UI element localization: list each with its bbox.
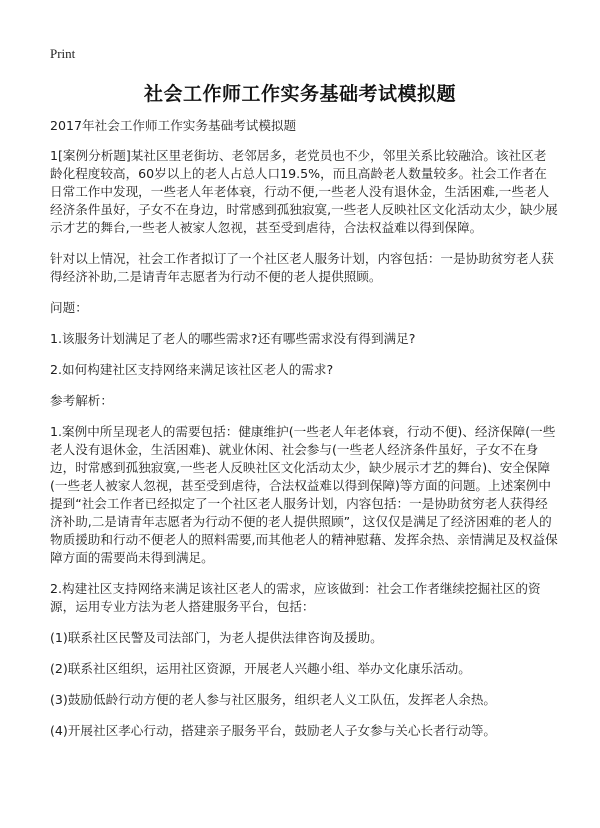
print-link[interactable]: Print [50,46,76,61]
measure-item: (1)联系社区民警及司法部门，为老人提供法律咨询及援助。 [50,630,383,645]
answer-paragraph-1: 1.案例中所呈现老人的需要包括：健康维护(一些老人年老体衰，行动不便)、经济保障(一些老人没有退休金，生活困难)、就业休闲、社会参与(一些老人经济条件虽好，子女不在身边，时常感到孤独寂寞,一些老人反映社区文化活动太少，缺少展示才艺的舞台)、安全保障(一些老人被家人忽视，甚至受到虐待，合法权益难以得到保障)等方面的问题。上述案例中提到“社会工作者已经拟定了一个社区老人服务计划，内容包括：一是协助贫穷老人获得经济补助,二是请青年志愿者为行动不便的老人提供照顾”，这仅仅是满足了经济困难的老人的物质援助和行动不便老人的照料需要,而其他老人的精神慰藉、发挥余热、亲情满足及权益保障方面的需要尚未得到满足。 [50,424,558,565]
measure-item: (3)鼓励低龄行动方便的老人参与社区服务，组织老人义工队伍，发挥老人余热。 [50,692,497,707]
answer-paragraph-2: 2.构建社区支持网络来满足该社区老人的需求，应该做到：社会工作者继续挖掘社区的资源，运用专业方法为老人搭建服务平台，包括： [50,581,541,614]
measure-item: (2)联系社区组织，运用社区资源，开展老人兴趣小组、举办文化康乐活动。 [50,661,471,676]
plan-paragraph: 针对以上情况，社会工作者拟订了一个社区老人服务计划，内容包括：一是协助贫穷老人获得经济补助,二是请青年志愿者为行动不便的老人提供照顾。 [50,251,554,284]
measure-item: (4)开展社区孝心行动，搭建亲子服务平台，鼓励老人子女参与关心长者行动等。 [50,723,497,738]
analysis-heading: 参考解析： [50,393,113,408]
question-item: 1.该服务计划满足了老人的哪些需求?还有哪些需求没有得到满足? [50,331,416,346]
case-paragraph: 1[案例分析题]某社区里老街坊、老邻居多，老党员也不少，邻里关系比较融洽。该社区老龄化程度较高，60岁以上的老人占总人口19.5%，而且高龄老人数量较多。社会工作者在日常工作中发现，一些老人年老体衰，行动不便,一些老人没有退休金，生活困难,一些老人经济条件虽好，子女不在身边，时常感到孤独寂寞,一些老人反映社区文化活动太少，缺少展示才艺的舞台,一些老人被家人忽视，甚至受到虐待，合法权益难以得到保障。 [50,148,558,235]
document-title: 社会工作师工作实务基础考试模拟题 [143,83,456,105]
questions-heading: 问题： [50,300,88,315]
document-body [50,117,558,753]
document-subtitle: 2017年社会工作师工作实务基础考试模拟题 [50,118,297,133]
question-item: 2.如何构建社区支持网络来满足该社区老人的需求? [50,362,334,377]
